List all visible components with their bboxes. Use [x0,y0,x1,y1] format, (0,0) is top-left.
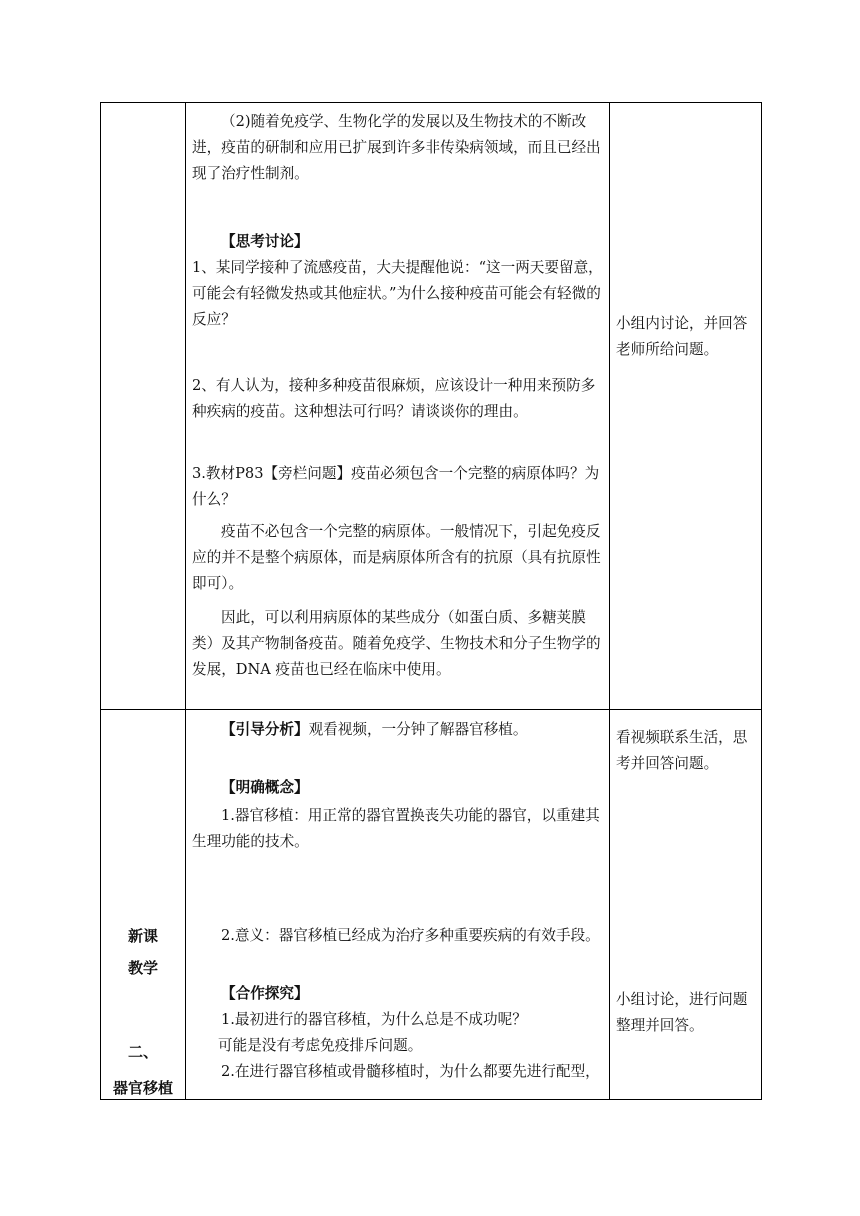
inquiry-question-2: 2.在进行器官移植或骨髓移植时，为什么都要先进行配型， [221,1063,600,1080]
concept-significance: 2.意义：器官移植已经成为治疗多种重要疾病的有效手段。 [221,927,600,944]
discussion-heading: 【思考讨论】 [221,233,309,250]
question-1: 1、某同学接种了流感疫苗，大夫提醒他说：“这一两天要留意，可能会有轻微发热或其他症状。”为什么接种疫苗可能会有轻微的反应？ [192,259,603,328]
question-3: 3.教材P83【旁栏问题】疫苗必须包含一个完整的病原体吗？为什么？ [192,465,600,508]
row2-activity-2 [616,987,756,1039]
question-2: 2、有人认为，接种多种疫苗很麻烦，应该设计一种用来预防多种疾病的疫苗。这种想法可行吗？请谈谈你的理由。 [192,377,596,420]
concept-definition: 1.器官移植：用正常的器官置换丧失功能的器官，以重建其生理功能的技术。 [192,807,600,850]
student-activity-text: 小组内讨论，并回答老师所给问题。 [616,315,748,358]
inquiry-answer-1: 可能是没有考虑免疫排斥问题。 [218,1037,423,1054]
row1-content [192,109,607,705]
section-label-organ-transplant: 器官移植 [112,1079,173,1097]
row1-activity [616,311,756,363]
student-activity-text: 小组讨论，进行问题整理并回答。 [616,991,748,1034]
student-activity-text: 看视频联系生活，思考并回答问题。 [616,729,748,772]
column-divider [185,103,186,1099]
row-divider [101,709,761,710]
row2-activity-1 [616,725,756,777]
answer-3-part2: 因此，可以利用病原体的某些成分（如蛋白质、多糖荚膜类）及其产物制备疫苗。随着免疫学、生物技术和分子生物学的发展，DNA 疫苗也已经在临床中使用。 [192,609,601,678]
cooperative-inquiry-heading: 【合作探究】 [221,985,309,1002]
inquiry-question-1: 1.最初进行的器官移植，为什么总是不成功呢？ [221,1011,527,1028]
paragraph-vaccine-development: （2)随着免疫学、生物化学的发展以及生物技术的不断改进，疫苗的研制和应用已扩展到许多非传染病领域，而且已经出现了治疗性制剂。 [192,113,601,182]
section-label-number: 二、 [127,1043,158,1061]
answer-3-part1: 疫苗不必包含一个完整的病原体。一般情况下，引起免疫反应的并不是整个病原体，而是病原体所含有的抗原（具有抗原性即可）。 [192,523,601,592]
section-label-new-lesson-2: 教学 [127,959,158,977]
column-divider [609,103,610,1099]
guide-analysis-line [192,717,607,743]
guide-analysis-text: 观看视频，一分钟了解器官移植。 [308,721,528,738]
section-label-new-lesson-1: 新课 [127,927,158,945]
guide-analysis-heading: 【引导分析】 [221,721,309,738]
lesson-table [100,102,762,1100]
row2-content [192,717,607,1099]
concept-heading: 【明确概念】 [221,779,309,796]
